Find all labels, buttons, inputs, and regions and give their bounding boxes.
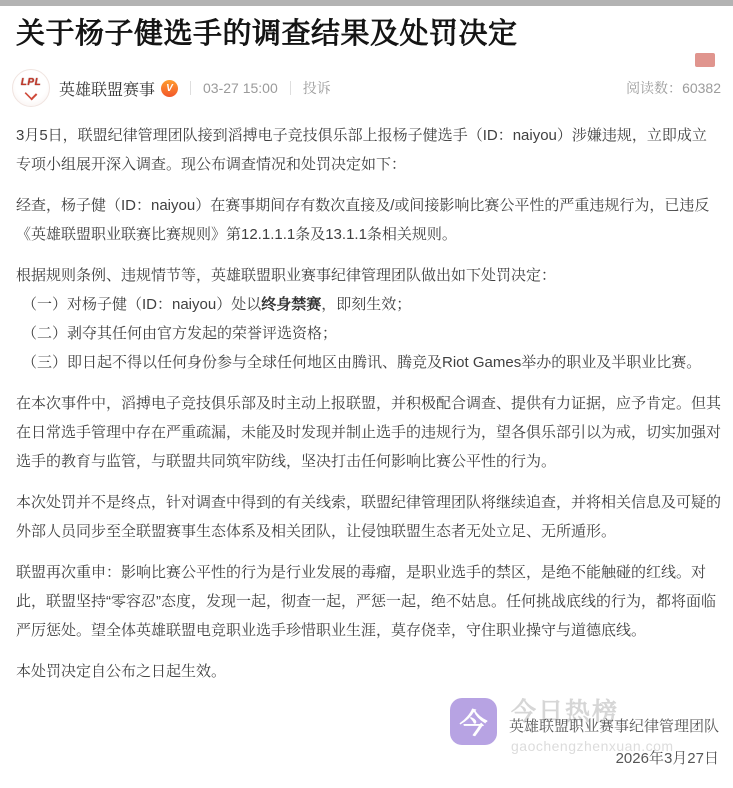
lpl-chevron-icon bbox=[25, 87, 38, 100]
verified-badge-icon: V bbox=[161, 80, 178, 97]
signature-team: 英雄联盟职业赛事纪律管理团队 bbox=[508, 718, 719, 735]
read-count-label: 阅读数： bbox=[626, 80, 683, 96]
hot-list-icon-char: 今 bbox=[459, 707, 488, 739]
page-title: 关于杨子健选手的调查结果及处罚决定 bbox=[16, 18, 518, 50]
penalty-decision-list bbox=[16, 261, 721, 377]
red-badge-icon bbox=[695, 53, 715, 67]
hot-list-icon bbox=[450, 698, 497, 745]
publish-time: 03-27 15:00 bbox=[203, 80, 278, 96]
article-paragraph: 经查，杨子健（ID：naiyou）在赛事期间存有数次直接及/或间接影响比赛公平性的严重违规行为，已违反《英雄联盟职业联赛比赛规则》第12.1.1.1条及13.1.1条相关规则。 bbox=[16, 197, 710, 243]
decision-intro: 根据规则条例、违规情节等，英雄联盟职业赛事纪律管理团队做出如下处罚决定： bbox=[16, 267, 557, 284]
read-count-value: 60382 bbox=[682, 80, 721, 96]
report-link[interactable]: 投诉 bbox=[302, 80, 331, 96]
article-paragraph: 本处罚决定自公布之日起生效。 bbox=[16, 663, 227, 680]
lpl-logo-text: LPL bbox=[20, 76, 42, 88]
article-body bbox=[0, 108, 733, 686]
signature-date: 2026年3月27日 bbox=[615, 750, 719, 767]
article-paragraph: 在本次事件中，滔搏电子竞技俱乐部及时主动上报联盟，并积极配合调查、提供有力证据，应予肯定。但其在日常选手管理中存在严重疏漏，未能及时发现并制止选手的违规行为，望各俱乐部引以为戒，切实加强对选手的教育与监管，与联盟共同筑牢防线，坚决打击任何影响比赛公平性的行为。 bbox=[16, 395, 722, 470]
read-count bbox=[626, 78, 721, 98]
article-paragraph: 3月5日，联盟纪律管理团队接到滔搏电子竞技俱乐部上报杨子健选手（ID：naiyou）涉嫌违规，立即成立专项小组展开深入调查。现公布调查情况和处罚决定如下： bbox=[16, 127, 707, 173]
penalty-bold-text: 终身禁赛 bbox=[261, 296, 322, 313]
article-paragraph: 本次处罚并不是终点，针对调查中得到的有关线索，联盟纪律管理团队将继续追查，并将相关信息及可疑的外部人员同步至全联盟赛事生态体系及相关团队，让侵蚀联盟生态者无处立足、无所遁形。 bbox=[16, 494, 722, 540]
decision-item bbox=[16, 290, 721, 319]
signature-block bbox=[509, 715, 719, 768]
decision-item: （二）剥夺其任何由官方发起的荣誉评选资格； bbox=[22, 325, 338, 342]
decision-item-text: （一）对杨子健（ID：naiyou）处以 bbox=[22, 296, 262, 313]
article-paragraph: 联盟再次重申：影响比赛公平性的行为是行业发展的毒瘤，是职业选手的禁区，是绝不能触碰的红线。对此，联盟坚持“零容忍”态度，发现一起，彻查一起，严惩一起，绝不姑息。任何挑战底线的行为，都将面临严厉惩处。望全体英雄联盟电竞职业选手珍惜职业生涯，莫存侥幸，守住职业操守与道德底线。 bbox=[16, 564, 716, 639]
divider bbox=[290, 81, 291, 95]
watermark-title: 今日热榜 bbox=[511, 698, 620, 726]
article-header bbox=[12, 68, 721, 108]
top-border-band bbox=[0, 0, 733, 6]
account-name[interactable]: 英雄联盟赛事 bbox=[59, 81, 156, 99]
decision-item: （三）即日起不得以任何身份参与全球任何地区由腾讯、腾竞及Riot Games举办的职业及半职业比赛。 bbox=[22, 354, 702, 371]
divider bbox=[190, 81, 191, 95]
decision-item-text: ，即刻生效； bbox=[321, 296, 412, 313]
watermark-domain: gaochengzhenxuan.com bbox=[511, 738, 674, 754]
article-footer bbox=[0, 698, 733, 788]
lpl-logo-avatar[interactable] bbox=[12, 69, 50, 107]
